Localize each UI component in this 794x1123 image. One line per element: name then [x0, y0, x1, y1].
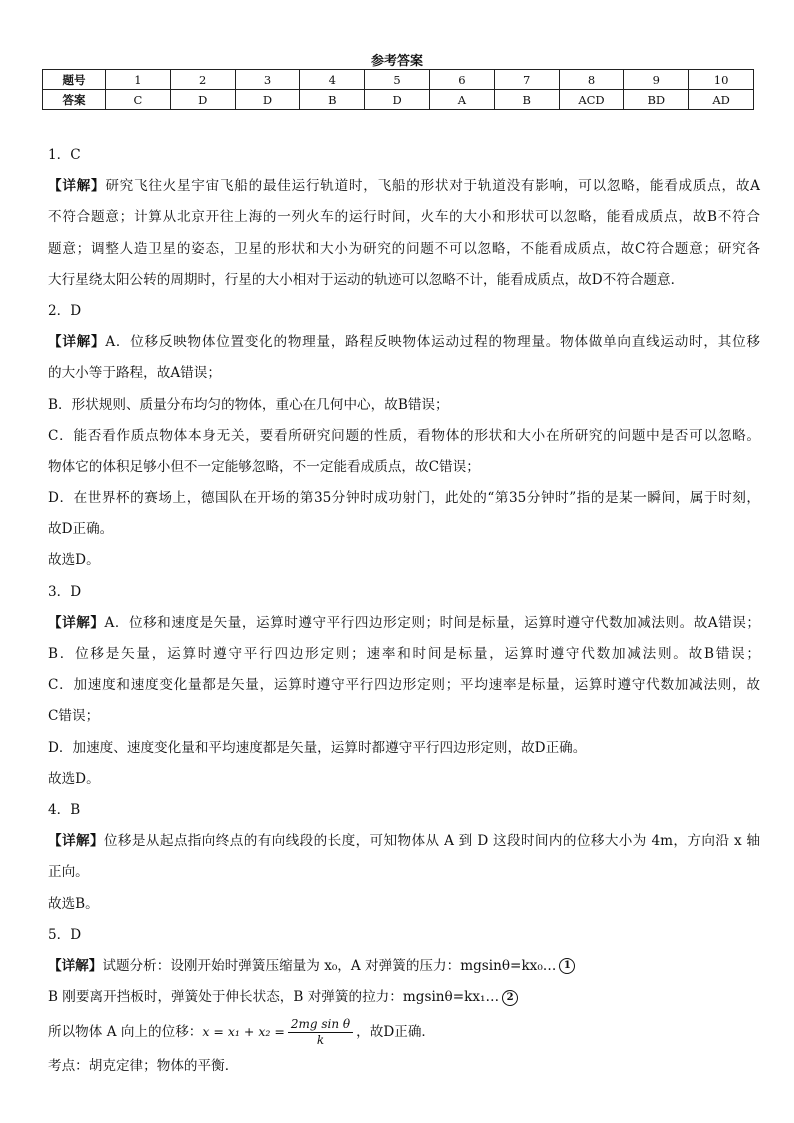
answer-cell: B: [494, 90, 559, 110]
q5-line: 考点：胡克定律；物体的平衡．: [48, 1058, 239, 1075]
detail-tag: 【详解】: [48, 178, 106, 195]
q4-line: [48, 826, 760, 857]
q1-line: [48, 171, 760, 202]
q2-line: 物体它的体积足够小但不一定能够忽略，不一定能看成质点，故C错误；: [48, 458, 480, 475]
answer-cell: ACD: [559, 90, 624, 110]
question-number-cell: 5: [365, 70, 430, 90]
fraction-numerator: 2mg sin θ: [288, 1017, 353, 1033]
q2-line: D．在世界杯的赛场上，德国队在开场的第35分钟时成功射门，此处的“第35分钟时”指的是某一瞬间，属于时刻，: [48, 490, 760, 507]
question-number-cell: 8: [559, 70, 624, 90]
q1-line: 大行星绕太阳公转的周期时，行星的大小相对于运动的轨迹可以忽略不计，能看成质点，故D不符合题意．: [48, 271, 685, 288]
answer-cell: A: [429, 90, 494, 110]
q3-line: C错误；: [48, 708, 100, 725]
q4-heading: 4．B: [48, 801, 81, 818]
q5-text: ，故D正确．: [356, 1024, 436, 1041]
q3-line: [48, 608, 760, 639]
q2-line: 故选D。: [48, 552, 100, 569]
question-number-cell: 4: [300, 70, 365, 90]
q5-text: B 刚要离开挡板时，弹簧处于伸长状态，B 对弹簧的拉力：mgsinθ=kx₁…: [48, 989, 500, 1006]
q2-text: A．位移反映物体位置变化的物理量，路程反映物体运动过程的物理量。物体做单向直线运动时，其位移: [105, 334, 760, 351]
q3-line: C．加速度和速度变化量都是矢量，运算时遵守平行四边形定则；平均速率是标量，运算时遵守代数加减法则，故: [48, 677, 760, 694]
detail-tag: 【详解】: [48, 833, 104, 850]
detail-tag: 【详解】: [48, 334, 106, 351]
answer-cell: BD: [624, 90, 689, 110]
detail-tag: 【详解】: [48, 957, 103, 974]
q5-text: 试题分析：设刚开始时弹簧压缩量为 x₀，A 对弹簧的压力：mgsinθ=kx₀…: [102, 957, 557, 974]
q1-text: 研究飞往火星宇宙飞船的最佳运行轨道时，飞船的形状对于轨道没有影响，可以忽略，能看成质点，故A: [105, 178, 760, 195]
q2-heading: 2．D: [48, 302, 82, 319]
q4-line: 正向。: [48, 864, 89, 881]
answer-cell: D: [365, 90, 430, 110]
q1-line: 题意；调整人造卫星的姿态，卫星的形状和大小为研究的问题不可以忽略，不能看成质点，故C符合题意；研究各: [48, 240, 760, 257]
q2-line: 的大小等于路程，故A错误；: [48, 365, 221, 382]
q2-line: 故D正确。: [48, 521, 114, 538]
q3-line: B．位移是矢量，运算时遵守平行四边形定则；速率和时间是标量，运算时遵守代数加减法则。故B错误；: [48, 646, 760, 662]
question-number-cell: 7: [494, 70, 559, 90]
q5-heading: 5．D: [48, 926, 82, 943]
q5-line: [48, 951, 760, 982]
answer-cell: AD: [689, 90, 754, 110]
fraction-denominator: k: [316, 1033, 325, 1048]
answer-table-answer-row: [43, 90, 754, 110]
q3-heading: 3．D: [48, 583, 82, 600]
q3-text: A．位移和速度是矢量，运算时遵守平行四边形定则；时间是标量，运算时遵守代数加减法则。故A错误；: [104, 614, 760, 631]
q5-line: [48, 982, 760, 1013]
question-number-cell: 6: [429, 70, 494, 90]
answer-cell: D: [170, 90, 235, 110]
equation-fraction: [288, 1017, 353, 1048]
q4-line: 故选B。: [48, 895, 99, 912]
question-number-cell: 1: [106, 70, 171, 90]
q2-line: C．能否看作质点物体本身无关，要看所研究问题的性质，看物体的形状和大小在所研究的问题中是否可以忽略。: [48, 427, 760, 444]
q3-line: D．加速度、速度变化量和平均速度都是矢量，运算时都遵守平行四边形定则，故D正确。: [48, 739, 587, 756]
answer-cell: D: [235, 90, 300, 110]
circled-number-2: 2: [502, 990, 518, 1006]
header-label-cell: 题号: [43, 70, 106, 90]
q3-line: 故选D。: [48, 770, 100, 787]
q2-line: B．形状规则、质量分布均匀的物体，重心在几何中心，故B错误；: [48, 396, 449, 413]
answer-table: [42, 69, 754, 110]
q5-equation-line: [48, 1013, 760, 1051]
question-number-cell: 3: [235, 70, 300, 90]
circled-number-1: 1: [559, 958, 575, 974]
answer-label-cell: 答案: [43, 90, 106, 110]
question-number-cell: 10: [689, 70, 754, 90]
question-number-cell: 9: [624, 70, 689, 90]
answer-cell: C: [106, 90, 171, 110]
detail-tag: 【详解】: [48, 614, 105, 631]
question-number-cell: 2: [170, 70, 235, 90]
q1-line: 不符合题意；计算从北京开往上海的一列火车的运行时间，火车的大小和形状可以忽略，能看成质点，故B不符合: [48, 209, 760, 226]
equation-lhs: x = x₁ + x₂ =: [202, 1024, 285, 1040]
answer-table-header-row: [43, 70, 754, 90]
page-title: 参考答案: [370, 54, 423, 69]
explanations: [48, 140, 760, 1082]
q2-line: [48, 327, 760, 358]
q4-text: 位移是从起点指向终点的有向线段的长度，可知物体从 A 到 D 这段时间内的位移大小为 4m，方向沿 x 轴: [103, 833, 760, 850]
q1-heading: 1．C: [48, 147, 81, 163]
answer-cell: B: [300, 90, 365, 110]
q5-text: 所以物体 A 向上的位移：: [48, 1024, 203, 1041]
